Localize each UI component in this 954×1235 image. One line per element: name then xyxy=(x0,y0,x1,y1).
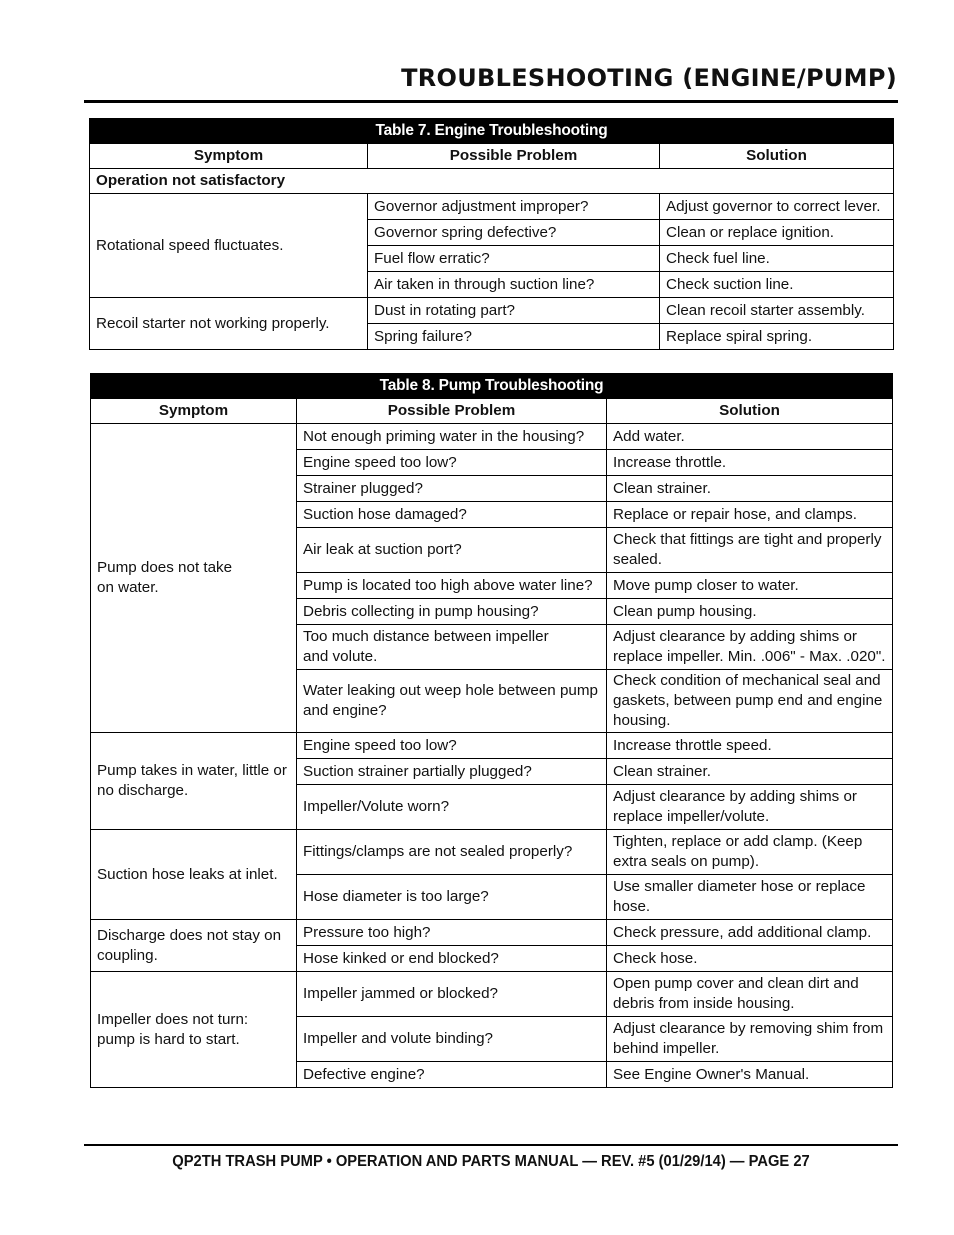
page-title: TROUBLESHOOTING (ENGINE/PUMP) xyxy=(401,64,897,92)
solution-cell: Check condition of mechanical seal and gaskets, between pump end and engine housing. xyxy=(607,670,893,733)
column-header-problem: Possible Problem xyxy=(297,399,607,424)
column-header-solution: Solution xyxy=(607,399,893,424)
problem-cell: Defective engine? xyxy=(297,1062,607,1088)
problem-cell: Engine speed too low? xyxy=(297,733,607,759)
problem-cell: Suction strainer partially plugged? xyxy=(297,759,607,785)
problem-cell: Governor adjustment improper? xyxy=(368,194,660,220)
problem-cell: Air leak at suction port? xyxy=(297,528,607,573)
solution-cell: Adjust governor to correct lever. xyxy=(660,194,894,220)
solution-cell: Check hose. xyxy=(607,946,893,972)
solution-cell: Clean or replace ignition. xyxy=(660,220,894,246)
solution-cell: See Engine Owner's Manual. xyxy=(607,1062,893,1088)
problem-cell: Impeller jammed or blocked? xyxy=(297,972,607,1017)
solution-cell: Clean strainer. xyxy=(607,476,893,502)
title-rule xyxy=(84,100,898,103)
problem-cell: Not enough priming water in the housing? xyxy=(297,424,607,450)
problem-cell: Engine speed too low? xyxy=(297,450,607,476)
solution-cell: Use smaller diameter hose or replace hose. xyxy=(607,875,893,920)
problem-cell: Impeller and volute binding? xyxy=(297,1017,607,1062)
solution-cell: Add water. xyxy=(607,424,893,450)
problem-line: Too much distance between impeller xyxy=(303,628,549,645)
problem-cell: Water leaking out weep hole between pump and engine? xyxy=(297,670,607,733)
problem-cell: Strainer plugged? xyxy=(297,476,607,502)
solution-cell: Clean strainer. xyxy=(607,759,893,785)
symptom-line: Pump does not take xyxy=(97,559,233,576)
problem-cell: Spring failure? xyxy=(368,324,660,350)
solution-cell: Adjust clearance by removing shim from behind impeller. xyxy=(607,1017,893,1062)
pump-troubleshooting-table xyxy=(90,373,893,1088)
solution-cell: Replace spiral spring. xyxy=(660,324,894,350)
symptom-cell xyxy=(91,424,297,733)
symptom-cell xyxy=(91,972,297,1088)
engine-troubleshooting-table xyxy=(89,118,894,350)
solution-cell: Check pressure, add additional clamp. xyxy=(607,920,893,946)
solution-cell: Replace or repair hose, and clamps. xyxy=(607,502,893,528)
solution-cell: Clean recoil starter assembly. xyxy=(660,298,894,324)
problem-cell: Fuel flow erratic? xyxy=(368,246,660,272)
solution-cell: Check suction line. xyxy=(660,272,894,298)
problem-cell: Dust in rotating part? xyxy=(368,298,660,324)
table-caption: Table 8. Pump Troubleshooting xyxy=(91,374,893,399)
problem-cell: Air taken in through suction line? xyxy=(368,272,660,298)
footer-rule xyxy=(84,1144,898,1146)
symptom-line: pump is hard to start. xyxy=(97,1030,240,1048)
problem-cell: Suction hose damaged? xyxy=(297,502,607,528)
solution-cell: Increase throttle speed. xyxy=(607,733,893,759)
column-header-problem: Possible Problem xyxy=(368,144,660,169)
symptom-line: on water. xyxy=(97,579,159,596)
solution-cell: Tighten, replace or add clamp. (Keep extra seals on pump). xyxy=(607,830,893,875)
problem-line: and volute. xyxy=(303,648,378,665)
problem-cell: Pump is located too high above water line? xyxy=(297,573,607,599)
column-header-symptom: Symptom xyxy=(91,399,297,424)
problem-cell: Fittings/clamps are not sealed properly? xyxy=(297,830,607,875)
section-heading: Operation not satisfactory xyxy=(90,169,894,194)
symptom-cell: Pump takes in water, little or no discharge. xyxy=(91,733,297,830)
solution-cell: Check that fittings are tight and properly sealed. xyxy=(607,528,893,573)
solution-cell: Check fuel line. xyxy=(660,246,894,272)
symptom-cell: Rotational speed fluctuates. xyxy=(90,194,368,298)
symptom-cell: Discharge does not stay on coupling. xyxy=(91,920,297,972)
problem-cell: Hose diameter is too large? xyxy=(297,875,607,920)
problem-cell: Hose kinked or end blocked? xyxy=(297,946,607,972)
page-footer: QP2TH TRASH PUMP • OPERATION AND PARTS MANUAL — REV. #5 (01/29/14) — PAGE 27 xyxy=(172,1153,810,1170)
problem-cell xyxy=(297,625,607,670)
problem-cell: Debris collecting in pump housing? xyxy=(297,599,607,625)
problem-cell: Governor spring defective? xyxy=(368,220,660,246)
symptom-cell: Suction hose leaks at inlet. xyxy=(91,830,297,920)
table-caption: Table 7. Engine Troubleshooting xyxy=(90,119,894,144)
solution-cell: Clean pump housing. xyxy=(607,599,893,625)
problem-cell: Pressure too high? xyxy=(297,920,607,946)
problem-cell: Impeller/Volute worn? xyxy=(297,785,607,830)
symptom-cell: Recoil starter not working properly. xyxy=(90,298,368,350)
column-header-solution: Solution xyxy=(660,144,894,169)
solution-cell: Open pump cover and clean dirt and debris from inside housing. xyxy=(607,972,893,1017)
column-header-symptom: Symptom xyxy=(90,144,368,169)
symptom-line: Impeller does not turn: xyxy=(97,1010,249,1028)
solution-cell: Adjust clearance by adding shims or replace impeller. Min. .006" - Max. .020". xyxy=(607,625,893,670)
solution-cell: Adjust clearance by adding shims or replace impeller/volute. xyxy=(607,785,893,830)
solution-cell: Increase throttle. xyxy=(607,450,893,476)
solution-cell: Move pump closer to water. xyxy=(607,573,893,599)
